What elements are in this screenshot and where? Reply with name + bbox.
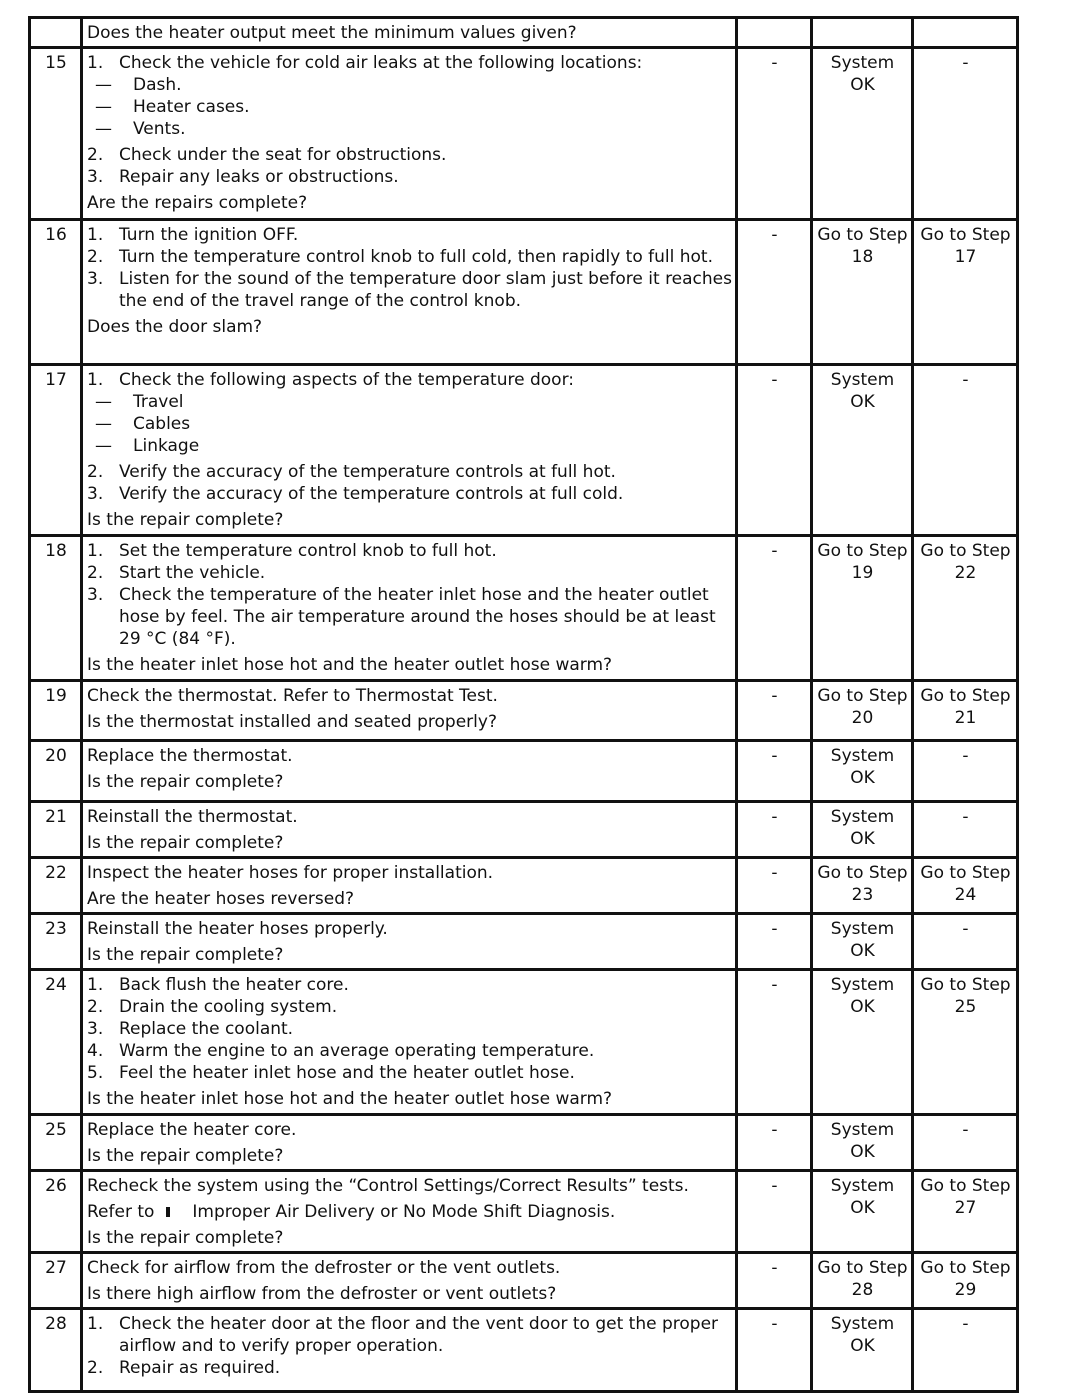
step-number: 26	[30, 1171, 82, 1253]
step-number: 28	[30, 1309, 82, 1392]
step-question: Is there high airflow from the defroster or vent outlets?	[87, 1284, 557, 1304]
table-row	[30, 220, 1018, 365]
action-cell	[82, 970, 737, 1115]
value-cell: -	[737, 536, 812, 681]
action-number: 3.	[87, 484, 104, 504]
action-cell	[82, 18, 737, 48]
action-number: 1.	[87, 1314, 104, 1334]
step-question: Are the heater hoses reversed?	[87, 889, 355, 909]
action-item	[87, 1062, 732, 1084]
sub-item-text: Heater cases.	[133, 97, 250, 117]
action-text: Check the following aspects of the temperature door:	[119, 370, 574, 390]
action-item	[87, 369, 732, 391]
no-action: -	[962, 919, 969, 939]
step-number: 16	[30, 220, 82, 365]
value-cell: -	[737, 914, 812, 970]
action-cell	[82, 741, 737, 802]
value-cell: -	[737, 1171, 812, 1253]
yes-cell	[812, 970, 913, 1115]
table-row	[30, 1115, 1018, 1171]
action-number: 4.	[87, 1041, 104, 1061]
dash-marker: —	[95, 119, 112, 139]
action-text: Check the thermostat. Refer to Thermostat Test.	[87, 686, 498, 706]
step-number: 25	[30, 1115, 82, 1171]
action-text: Replace the heater core.	[87, 1120, 297, 1140]
action-list	[87, 540, 732, 650]
action-cell	[82, 1171, 737, 1253]
step-number: 15	[30, 48, 82, 220]
table-row	[30, 681, 1018, 741]
yes-cell	[812, 1171, 913, 1253]
action-text: Turn the ignition OFF.	[119, 225, 299, 245]
sub-item	[91, 435, 732, 457]
sub-list	[87, 391, 732, 457]
no-cell	[913, 365, 1018, 536]
action-text: Listen for the sound of the temperature door slam just before it reaches the end of the travel range of the control knob.	[119, 269, 732, 311]
action-cell	[82, 802, 737, 858]
action-cell	[82, 1115, 737, 1171]
yes-action: Go to Step 18	[817, 225, 908, 267]
action-text: Recheck the system using the “Control Settings/Correct Results” tests.	[87, 1176, 689, 1196]
no-cell	[913, 1309, 1018, 1392]
action-text: Verify the accuracy of the temperature controls at full cold.	[119, 484, 624, 504]
no-cell	[913, 741, 1018, 802]
no-action: Go to Step 27	[920, 1176, 1011, 1218]
action-text: Check under the seat for obstructions.	[119, 145, 447, 165]
no-cell	[913, 681, 1018, 741]
table-row	[30, 18, 1018, 48]
action-text: Replace the thermostat.	[87, 746, 293, 766]
table-row	[30, 1171, 1018, 1253]
action-text: Reinstall the heater hoses properly.	[87, 919, 388, 939]
action-number: 1.	[87, 53, 104, 73]
action-item	[87, 1313, 732, 1357]
dash-marker: —	[95, 97, 112, 117]
dash-marker: —	[95, 75, 112, 95]
yes-cell	[812, 1309, 913, 1392]
sub-item-text: Cables	[133, 414, 191, 434]
action-text: Replace the coolant.	[119, 1019, 294, 1039]
table-row	[30, 802, 1018, 858]
sub-item	[91, 96, 732, 118]
yes-cell	[812, 48, 913, 220]
no-action: Go to Step 24	[920, 863, 1011, 905]
table-row	[30, 365, 1018, 536]
dash-marker: —	[95, 392, 112, 412]
action-text: Drain the cooling system.	[119, 997, 338, 1017]
step-number: 24	[30, 970, 82, 1115]
action-text: Check the vehicle for cold air leaks at the following locations:	[119, 53, 643, 73]
step-question: Does the heater output meet the minimum values given?	[87, 23, 577, 43]
no-action: Go to Step 29	[920, 1258, 1011, 1300]
yes-cell	[812, 681, 913, 741]
action-list	[87, 52, 732, 188]
value-cell	[737, 18, 812, 48]
action-text: Warm the engine to an average operating temperature.	[119, 1041, 595, 1061]
sub-item-text: Vents.	[133, 119, 186, 139]
table-row	[30, 858, 1018, 914]
yes-action: Go to Step 20	[817, 686, 908, 728]
action-text: Turn the temperature control knob to full cold, then rapidly to full hot.	[119, 247, 714, 267]
action-cell	[82, 1253, 737, 1309]
action-cell	[82, 681, 737, 741]
action-text: Back flush the heater core.	[119, 975, 349, 995]
action-text: Start the vehicle.	[119, 563, 266, 583]
action-item	[87, 996, 732, 1018]
action-item	[87, 52, 732, 74]
action-list	[87, 224, 732, 312]
action-cell	[82, 220, 737, 365]
value-cell: -	[737, 858, 812, 914]
no-cell	[913, 914, 1018, 970]
yes-action: System OK	[830, 807, 895, 849]
action-number: 3.	[87, 585, 104, 605]
step-question: Is the repair complete?	[87, 1146, 284, 1166]
step-number: 19	[30, 681, 82, 741]
step-question: Is the repair complete?	[87, 772, 284, 792]
reference-icon	[166, 1207, 170, 1217]
action-number: 1.	[87, 370, 104, 390]
no-action: -	[962, 1314, 969, 1334]
sub-item	[91, 391, 732, 413]
table-row	[30, 536, 1018, 681]
sub-item-text: Travel	[133, 392, 184, 412]
no-cell	[913, 1253, 1018, 1309]
action-item	[87, 584, 732, 650]
reference-line	[87, 1201, 732, 1223]
table-row	[30, 914, 1018, 970]
action-text: Feel the heater inlet hose and the heater outlet hose.	[119, 1063, 575, 1083]
sub-list	[87, 74, 732, 140]
no-action: -	[962, 53, 969, 73]
action-item	[87, 1040, 732, 1062]
sub-item	[91, 118, 732, 140]
step-number: 18	[30, 536, 82, 681]
action-number: 2.	[87, 145, 104, 165]
yes-cell	[812, 18, 913, 48]
action-number: 2.	[87, 462, 104, 482]
action-cell	[82, 914, 737, 970]
action-number: 3.	[87, 1019, 104, 1039]
step-number: 27	[30, 1253, 82, 1309]
no-cell	[913, 970, 1018, 1115]
sub-item-text: Dash.	[133, 75, 182, 95]
value-cell: -	[737, 220, 812, 365]
value-cell: -	[737, 48, 812, 220]
no-cell	[913, 858, 1018, 914]
action-item	[87, 461, 732, 483]
value-cell: -	[737, 970, 812, 1115]
step-number	[30, 18, 82, 48]
yes-action: System OK	[830, 975, 895, 1017]
step-number: 23	[30, 914, 82, 970]
no-action: Go to Step 22	[920, 541, 1011, 583]
no-action: Go to Step 25	[920, 975, 1011, 1017]
no-action: -	[962, 807, 969, 827]
table-row	[30, 970, 1018, 1115]
reference-link[interactable]: Improper Air Delivery or No Mode Shift Diagnosis.	[192, 1202, 616, 1222]
action-list	[87, 1313, 732, 1379]
step-question: Is the thermostat installed and seated properly?	[87, 712, 497, 732]
action-number: 2.	[87, 247, 104, 267]
step-question: Is the repair complete?	[87, 945, 284, 965]
yes-action: System OK	[830, 370, 895, 412]
action-text: Reinstall the thermostat.	[87, 807, 298, 827]
no-cell	[913, 802, 1018, 858]
action-text: Repair as required.	[119, 1358, 281, 1378]
sub-item-text: Linkage	[133, 436, 200, 456]
action-item	[87, 540, 732, 562]
no-cell	[913, 1115, 1018, 1171]
value-cell: -	[737, 365, 812, 536]
step-question: Is the repair complete?	[87, 510, 284, 530]
yes-action: System OK	[830, 1176, 895, 1218]
step-question: Does the door slam?	[87, 317, 263, 337]
action-cell	[82, 858, 737, 914]
step-number: 20	[30, 741, 82, 802]
sub-item	[91, 413, 732, 435]
yes-cell	[812, 858, 913, 914]
diagnostic-table	[28, 16, 1019, 1393]
action-item	[87, 166, 732, 188]
yes-action: Go to Step 19	[817, 541, 908, 583]
no-cell	[913, 1171, 1018, 1253]
no-action: -	[962, 370, 969, 390]
value-cell: -	[737, 741, 812, 802]
action-text: Repair any leaks or obstructions.	[119, 167, 399, 187]
action-number: 3.	[87, 167, 104, 187]
step-question: Is the heater inlet hose hot and the heater outlet hose warm?	[87, 1089, 613, 1109]
no-cell	[913, 220, 1018, 365]
value-cell: -	[737, 681, 812, 741]
yes-cell	[812, 1115, 913, 1171]
yes-action: Go to Step 28	[817, 1258, 908, 1300]
step-number: 22	[30, 858, 82, 914]
yes-cell	[812, 1253, 913, 1309]
action-list	[87, 974, 732, 1084]
no-action: -	[962, 1120, 969, 1140]
step-question: Are the repairs complete?	[87, 193, 308, 213]
action-number: 2.	[87, 1358, 104, 1378]
step-question: Is the heater inlet hose hot and the heater outlet hose warm?	[87, 655, 613, 675]
action-cell	[82, 1309, 737, 1392]
action-text: Check the temperature of the heater inlet hose and the heater outlet hose by feel. The air temperature around the hoses should be at least 29 °C (84 °F).	[119, 585, 716, 649]
action-item	[87, 483, 732, 505]
action-item	[87, 268, 732, 312]
value-cell: -	[737, 1253, 812, 1309]
yes-action: Go to Step 23	[817, 863, 908, 905]
no-cell	[913, 536, 1018, 681]
value-cell: -	[737, 802, 812, 858]
action-number: 5.	[87, 1063, 104, 1083]
yes-cell	[812, 220, 913, 365]
action-item	[87, 1018, 732, 1040]
action-text: Verify the accuracy of the temperature controls at full hot.	[119, 462, 616, 482]
no-cell	[913, 18, 1018, 48]
action-item	[87, 246, 732, 268]
yes-action: System OK	[830, 1120, 895, 1162]
action-item	[87, 974, 732, 996]
action-cell	[82, 365, 737, 536]
table-row	[30, 1309, 1018, 1392]
no-cell	[913, 48, 1018, 220]
action-text: Check the heater door at the floor and the vent door to get the proper airflow and to verify proper operation.	[119, 1314, 719, 1356]
sub-item	[91, 74, 732, 96]
step-number: 17	[30, 365, 82, 536]
yes-cell	[812, 365, 913, 536]
yes-action: System OK	[830, 1314, 895, 1356]
action-number: 1.	[87, 225, 104, 245]
action-cell	[82, 48, 737, 220]
action-item	[87, 1357, 732, 1379]
step-question: Is the repair complete?	[87, 833, 284, 853]
action-item	[87, 144, 732, 166]
yes-cell	[812, 802, 913, 858]
step-number: 21	[30, 802, 82, 858]
step-question: Is the repair complete?	[87, 1228, 284, 1248]
action-item	[87, 562, 732, 584]
no-action: Go to Step 21	[920, 686, 1011, 728]
yes-action: System OK	[830, 746, 895, 788]
action-cell	[82, 536, 737, 681]
reference-prefix: Refer to	[87, 1202, 155, 1222]
action-number: 3.	[87, 269, 104, 289]
yes-action: System OK	[830, 919, 895, 961]
action-number: 2.	[87, 997, 104, 1017]
action-text: Inspect the heater hoses for proper installation.	[87, 863, 494, 883]
table-row	[30, 48, 1018, 220]
dash-marker: —	[95, 436, 112, 456]
table-row	[30, 1253, 1018, 1309]
no-action: -	[962, 746, 969, 766]
yes-cell	[812, 914, 913, 970]
action-text: Check for airflow from the defroster or the vent outlets.	[87, 1258, 561, 1278]
action-list	[87, 369, 732, 505]
no-action: Go to Step 17	[920, 225, 1011, 267]
action-number: 1.	[87, 975, 104, 995]
action-text: Set the temperature control knob to full hot.	[119, 541, 497, 561]
dash-marker: —	[95, 414, 112, 434]
yes-action: System OK	[830, 53, 895, 95]
value-cell: -	[737, 1115, 812, 1171]
action-number: 2.	[87, 563, 104, 583]
yes-cell	[812, 741, 913, 802]
value-cell: -	[737, 1309, 812, 1392]
table-row	[30, 741, 1018, 802]
yes-cell	[812, 536, 913, 681]
action-item	[87, 224, 732, 246]
action-number: 1.	[87, 541, 104, 561]
